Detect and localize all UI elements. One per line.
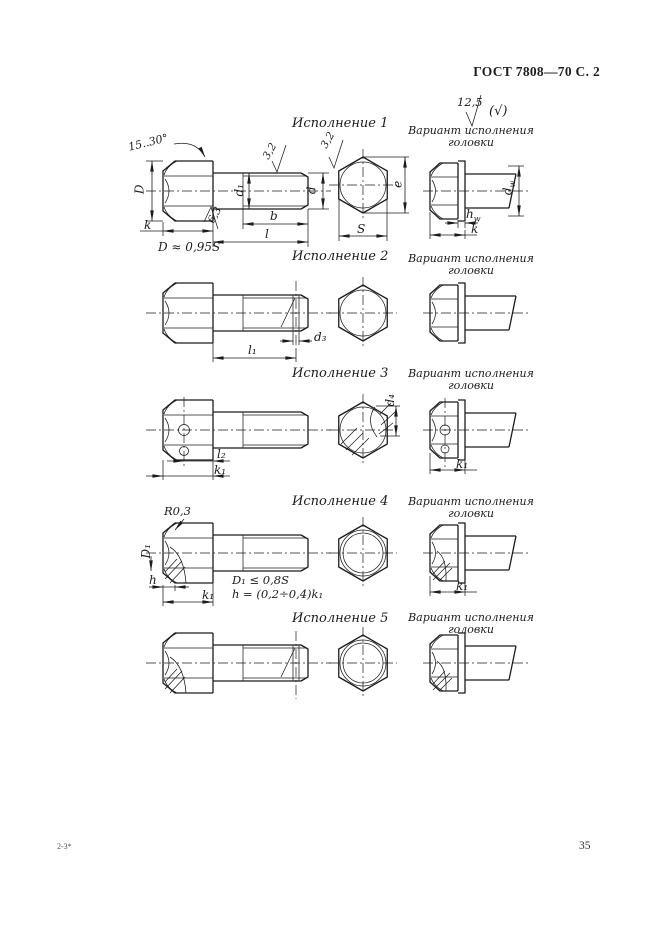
dim-label-D1: D₁ (138, 544, 153, 559)
dim-label-k1: k₁ (214, 463, 227, 477)
row5-hex-view (329, 627, 397, 699)
row5-side-view (146, 631, 331, 699)
dim-label-k-variant: k (471, 222, 479, 236)
dim-label-h: h (149, 573, 157, 587)
row5-variant-label: Вариант исполнения головки (408, 611, 534, 636)
formula-h: h = (0,2÷0,4)k₁ (232, 587, 324, 601)
row4-hex-view (329, 517, 397, 589)
dim-label-roughness-head: 6,3 (205, 205, 225, 226)
dim-label-dw: $d_w$ (500, 180, 517, 196)
row3-head-variant-view (423, 398, 528, 474)
dim-label-radius: R0,3 (164, 504, 191, 518)
dim-label-roughness-end: 3,2 (318, 130, 338, 151)
surface-finish-bracket: (√) (489, 104, 508, 119)
row3-side-view (146, 397, 331, 480)
row2-head-variant-view (423, 283, 528, 343)
dim-label-d3: d₃ (314, 330, 327, 344)
row4-title: Исполнение 4 (292, 494, 389, 509)
dim-label-e: e (390, 180, 405, 188)
dim-label-d4: d₄ (382, 394, 397, 407)
dim-label-d1: d₁ (231, 184, 246, 197)
dim-label-l1: l₁ (248, 343, 257, 357)
page-header-standard-ref: ГОСТ 7808—70 С. 2 (473, 64, 600, 79)
row5-head-variant-view (423, 633, 528, 693)
dim-label-b: b (270, 209, 278, 223)
row2-variant-label: Вариант исполнения головки (408, 252, 534, 277)
row2-side-view (146, 281, 331, 362)
row2-title: Исполнение 2 (292, 249, 389, 264)
dim-label-k1-r4: k₁ (202, 588, 215, 602)
dim-label-l: l (265, 227, 269, 241)
row3-variant-label: Вариант исполнения головки (408, 367, 534, 392)
row1-variant-label: Вариант исполнения головки (408, 124, 534, 149)
row4-head-variant-view (423, 523, 528, 596)
dim-label-hw: $h_w$ (466, 207, 481, 224)
row4-variant-label: Вариант исполнения головки (408, 495, 534, 520)
footer-print-note: 2-3* (57, 842, 72, 851)
row1-hex-view (329, 149, 409, 241)
dim-label-k: k (144, 218, 152, 232)
dim-label-roughness-shank: 3,2 (260, 141, 280, 162)
row5-title: Исполнение 5 (292, 611, 389, 626)
row3-title: Исполнение 3 (292, 366, 389, 381)
surface-finish-value: 12,5 (457, 95, 483, 109)
dim-label-k1-variant-r3: k₁ (456, 457, 469, 471)
dim-label-d: d (304, 186, 319, 195)
formula-D1: D₁ ≤ 0,8S (232, 573, 289, 587)
row1-title: Исполнение 1 (292, 116, 389, 131)
row2-hex-view (329, 277, 397, 349)
dim-label-k1-variant-r4: k₁ (456, 579, 469, 593)
note-head-diameter: D ≈ 0,95S (158, 240, 221, 254)
dim-label-S: S (357, 222, 366, 236)
dim-label-chamfer-angle: 15..30° (126, 131, 170, 154)
dim-label-l2: l₂ (217, 447, 226, 461)
page-number: 35 (579, 840, 591, 852)
dim-label-D: D (132, 184, 147, 195)
